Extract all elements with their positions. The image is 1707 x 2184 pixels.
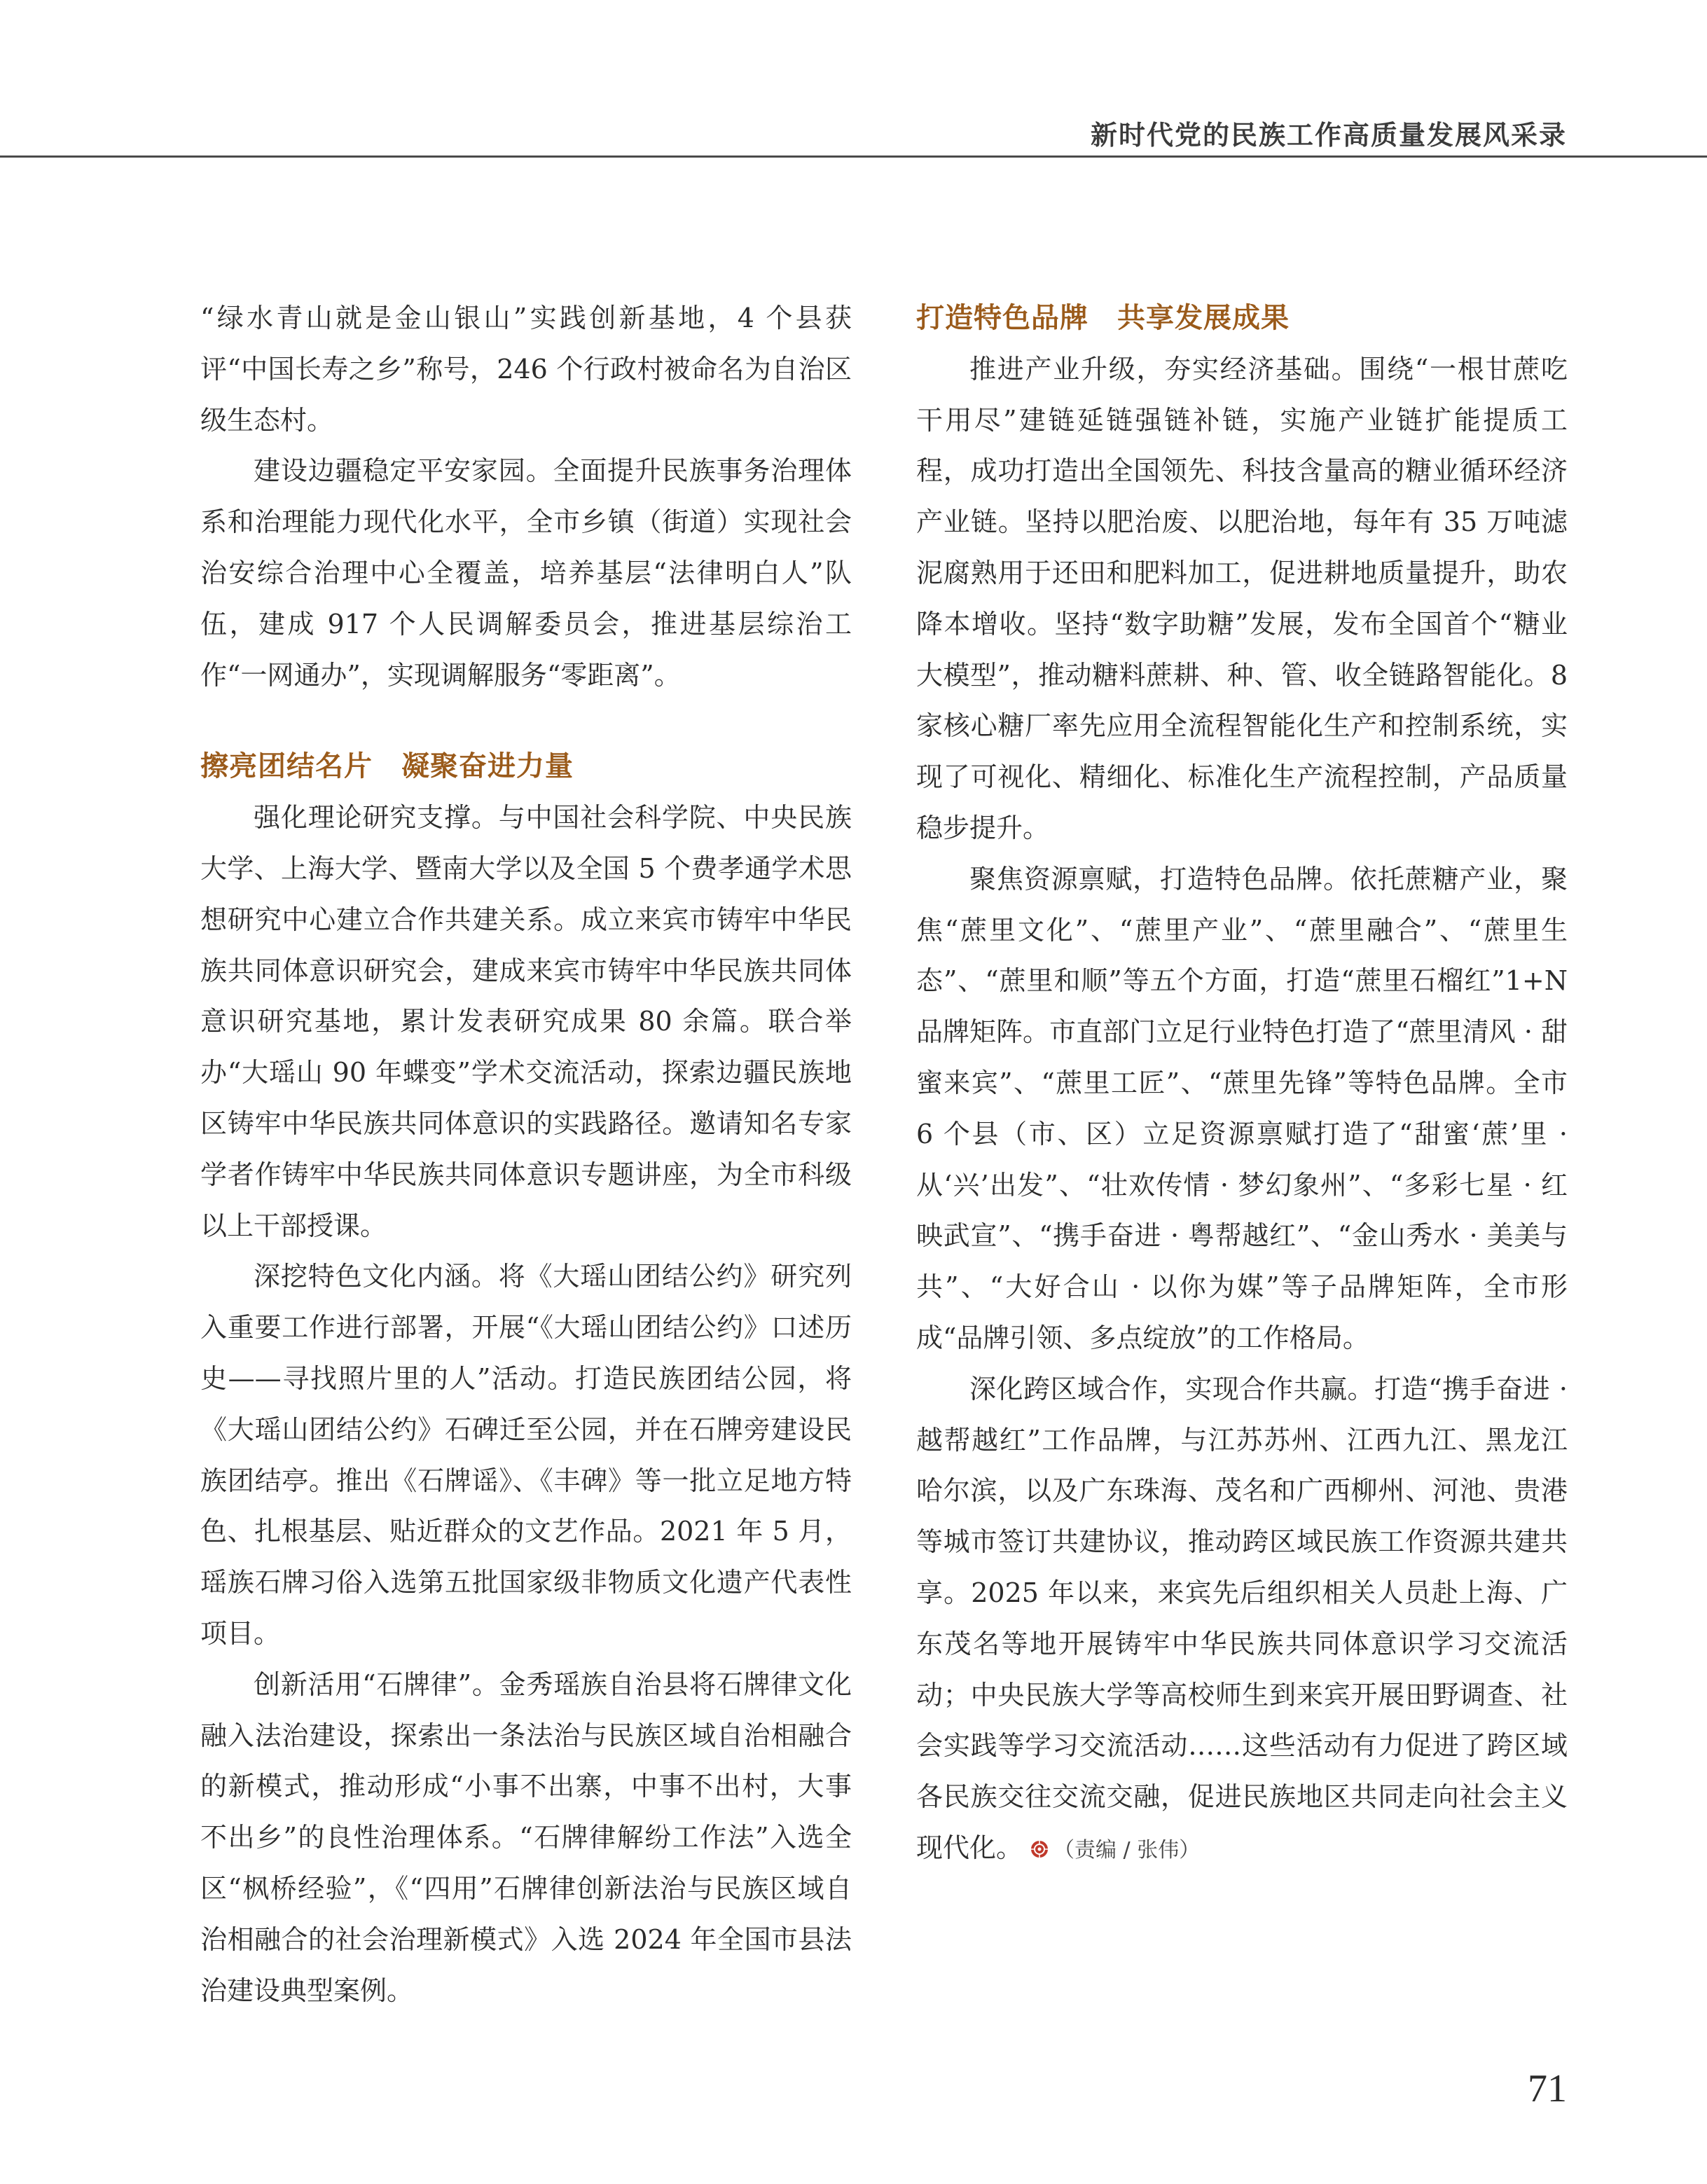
paragraph: 建设边疆稳定平安家园。全面提升民族事务治理体系和治理能力现代化水平，全市乡镇（街道）实现社会治安综合治理中心全覆盖，培养基层“法律明白人”队伍，建成 917 个人民调解委员会，推进基层综治工作“一网通办”，实现调解服务“零距离”。 [200, 455, 852, 691]
paragraph: 深挖特色文化内涵。将《大瑶山团结公约》研究列入重要工作进行部署，开展“《大瑶山团结公约》口述历史——寻找照片里的人”活动。打造民族团结公园，将《大瑶山团结公约》石碑迁至公园，并在石牌旁建设民族团结亭。推出《石牌谣》、《丰碑》等一批立足地方特色、扎根基层、贴近群众的文艺作品。2021 年 5 月，瑶族石牌习俗入选第五批国家级非物质文化遗产代表性项目。 [200, 1261, 852, 1649]
paragraph: “绿水青山就是金山银山”实践创新基地，4 个县获评“中国长寿之乡”称号，246 个行政村被命名为自治区级生态村。 [200, 303, 852, 436]
paragraph: 聚焦资源禀赋，打造特色品牌。依托蔗糖产业，聚焦“蔗里文化”、“蔗里产业”、“蔗里融合”、“蔗里生态”、“蔗里和顺”等五个方面，打造“蔗里石榴红”1+N 品牌矩阵。市直部门立足行业特色打造了“蔗里清风 · 甜蜜来宾”、“蔗里工匠”、“蔗里先锋”等特色品牌。全市 6 个县（市、区）立足资源禀赋打造了“甜蜜‘蔗’里 · 从‘兴’出发”、“壮欢传情 · 梦幻象州”、“多彩七星 · 红映武宣”、“携手奋进 · 粤帮越红”、“金山秀水 · 美美与共”、“大好合山 · 以你为媒”等子品牌矩阵，全市形成“品牌引领、多点绽放”的工作格局。 [916, 863, 1568, 1353]
paragraph-text: 深化跨区域合作，实现合作共赢。打造“携手奋进 · 越帮越红”工作品牌，与江苏苏州、江西九江、黑龙江哈尔滨，以及广东珠海、茂名和广西柳州、河池、贵港等城市签订共建协议，推动跨区域民族工作资源共建共享。2025 年以来，来宾先后组织相关人员赴上海、广东茂名等地开展铸牢中华民族共同体意识学习交流活动；中央民族大学等高校师生到来宾开展田野调查、社会实践等学习交流活动……这些活动有力促进了跨区域各民族交往交流交融，促进民族地区共同走向社会主义现代化。 [916, 1373, 1568, 1863]
paragraph: 推进产业升级，夯实经济基础。围绕“一根甘蔗吃干用尽”建链延链强链补链，实施产业链扩能提质工程，成功打造出全国领先、科技含量高的糖业循环经济产业链。坚持以肥治废、以肥治地，每年有 35 万吨滤泥腐熟用于还田和肥料加工，促进耕地质量提升，助农降本增收。坚持“数字助糖”发展，发布全国首个“糖业大模型”，推动糖料蔗耕、种、管、收全链路智能化。8 家核心糖厂率先应用全流程智能化生产和控制系统，实现了可视化、精细化、标准化生产流程控制，产品质量稳步提升。 [916, 353, 1568, 843]
left-column [200, 293, 852, 2016]
running-title: 新时代党的民族工作高质量发展风采录 [1090, 120, 1567, 151]
paragraph: 强化理论研究支撑。与中国社会科学院、中央民族大学、上海大学、暨南大学以及全国 5 个费孝通学术思想研究中心建立合作共建关系。成立来宾市铸牢中华民族共同体意识研究会，建成来宾市铸牢中华民族共同体意识研究基地，累计发表研究成果 80 余篇。联合举办“大瑶山 90 年蝶变”学术交流活动，探索边疆民族地区铸牢中华民族共同体意识的实践路径。邀请知名专家学者作铸牢中华民族共同体意识专题讲座，为全市科级以上干部授课。 [200, 802, 852, 1241]
section-heading: 擦亮团结名片 凝聚奋进力量 [200, 750, 574, 783]
section-heading: 打造特色品牌 共享发展成果 [916, 302, 1290, 334]
flower-seal-icon [1030, 1839, 1049, 1859]
paragraph [916, 1364, 1568, 1877]
header-rule [0, 155, 1707, 158]
page-number: 71 [1528, 2067, 1567, 2110]
paragraph: 创新活用“石牌律”。金秀瑶族自治县将石牌律文化融入法治建设，探索出一条法治与民族区域自治相融合的新模式，推动形成“小事不出寨，中事不出村，大事不出乡”的良性治理体系。“石牌律解纷工作法”入选全区“枫桥经验”，《“四用”石牌律创新法治与民族区域自治相融合的社会治理新模式》入选 2024 年全国市县法治建设典型案例。 [200, 1668, 852, 2006]
editor-note: （责编 / 张伟） [1053, 1837, 1201, 1862]
right-column [916, 293, 1568, 1877]
